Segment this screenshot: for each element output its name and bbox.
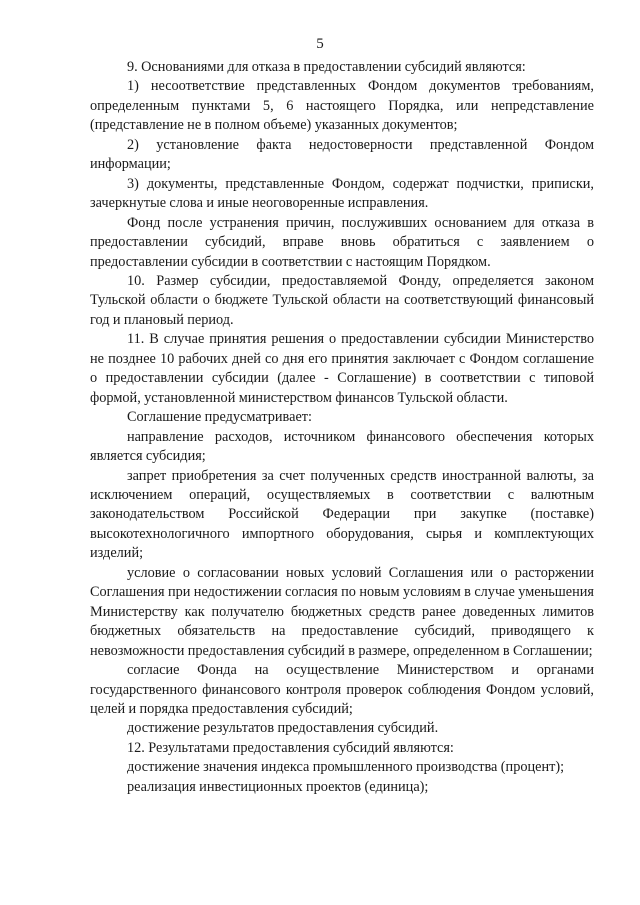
agreement-clause-amendment: условие о согласовании новых условий Соглашения или о расторжении Соглашения при недостижении согласия по новым условиям в случае уменьшения Министерству как получателю бюджетных средств ранее доведенных лимитов бюджетных обязательств на предоставление субсидий, приводящего к невозможности предоставления субсидий в размере, определенном в Соглашении; — [90, 564, 594, 659]
paragraph-9-reapply: Фонд после устранения причин, послуживших основанием для отказа в предоставлении субсидий, вправе вновь обратиться с заявлением о предоставлении субсидии в соответствии с настоящим Порядком. — [90, 214, 594, 270]
paragraph-10: 10. Размер субсидии, предоставляемой Фонду, определяется законом Тульской области о бюджете Тульской области на соответствующий финансовый год и плановый период. — [90, 272, 594, 328]
paragraph-12-item-index: достижение значения индекса промышленного производства (процент); — [127, 759, 565, 776]
agreement-clause-currency-ban: запрет приобретения за счет полученных средств иностранной валюты, за исключением операций, осуществляемых в соответствии с валютным законодательством Российской Федерации при закупке (поставке) высокотехнологичного импортного оборудования, сырья и комплектующих изделий; — [90, 467, 594, 562]
paragraph-9-heading: 9. Основаниями для отказа в предоставлении субсидий являются: — [127, 59, 526, 75]
paragraph-9-item-2: 2) установление факта недостоверности представленной Фондом информации; — [90, 136, 594, 173]
paragraph-11: 11. В случае принятия решения о предоставлении субсидии Министерство не позднее 10 рабочих дней со дня его принятия заключает с Фондом соглашение о предоставлении субсидии (далее - Соглашение) в соответствии с типовой формой, установленной министерством финансов Тульской области. — [90, 331, 594, 406]
agreement-clause-expense-direction: направление расходов, источником финансового обеспечения которых является субсидия; — [90, 428, 594, 465]
agreement-provides-heading: Соглашение предусматривает: — [127, 409, 313, 426]
agreement-clause-audit-consent: согласие Фонда на осуществление Министерством и органами государственного финансового контроля проверок соблюдения Фондом условий, целей и порядка предоставления субсидий; — [90, 662, 594, 717]
paragraph-9-item-3: 3) документы, представленные Фондом, содержат подчистки, приписки, зачеркнутые слова и иные неоговоренные исправления. — [90, 175, 594, 212]
document-body — [90, 58, 594, 797]
paragraph-9-item-1: 1) несоответствие представленных Фондом документов требованиям, определенным пунктами 5, 6 настоящего Порядка, или непредставление (представление не в полном объеме) указанных документов; — [90, 78, 594, 134]
paragraph-12-heading: 12. Результатами предоставления субсидий являются: — [127, 739, 454, 756]
paragraph-12-item-projects: реализация инвестиционных проектов (единица); — [127, 778, 429, 795]
page-number: 5 — [316, 36, 324, 52]
agreement-clause-results: достижение результатов предоставления субсидий. — [127, 720, 439, 737]
